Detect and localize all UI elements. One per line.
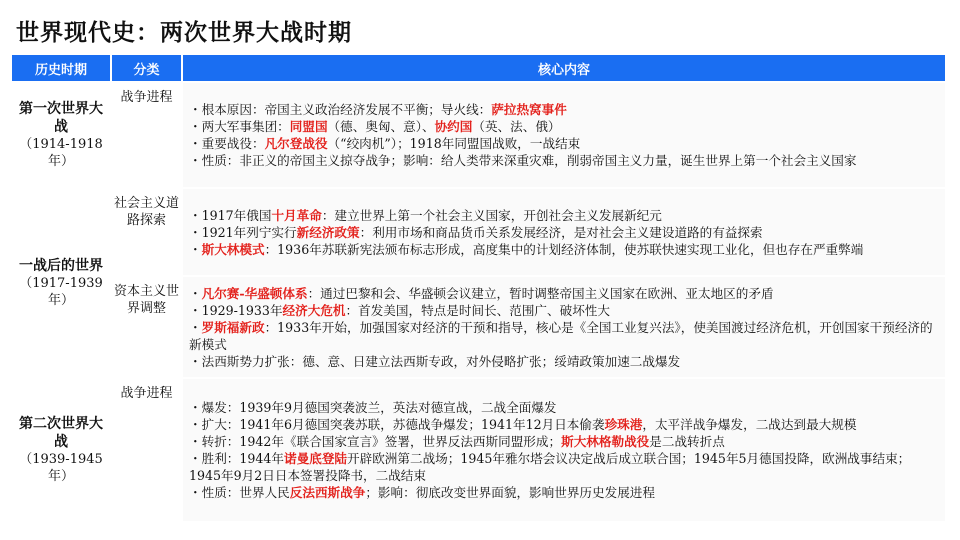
period-years: （1914-1918年） <box>19 137 103 169</box>
content-item <box>189 399 941 416</box>
content-item <box>189 484 941 501</box>
content-text: ；影响：彻底改变世界面貌，影响世界历史发展进程 <box>365 485 655 500</box>
highlight-term: 同盟国 <box>289 119 328 134</box>
content-item <box>189 416 941 433</box>
content-item <box>189 152 941 169</box>
content-text: ・1917年俄国 <box>189 207 272 223</box>
content-item <box>189 224 941 241</box>
content-text: ・根本原因：帝国主义政治经济发展不平衡；导火线： <box>189 102 492 117</box>
content-cell <box>183 189 945 275</box>
highlight-term: 凡尔登战役 <box>264 136 328 151</box>
content-cell <box>183 277 945 377</box>
content-item <box>189 285 941 302</box>
table-row-ww1 <box>12 83 945 187</box>
content-item <box>189 135 941 152</box>
period-name: 一战后的世界 <box>19 258 103 274</box>
content-item <box>189 433 941 450</box>
table-row-interwar-capitalist <box>12 277 945 377</box>
content-item <box>189 207 941 224</box>
period-cell-ww1 <box>12 83 110 187</box>
period-years: （1917-1939年） <box>19 276 103 308</box>
content-text: ・ <box>189 241 202 257</box>
content-item <box>189 450 941 484</box>
category-cell: 社会主义道路探索 <box>112 189 181 275</box>
content-text: ・胜利：1944年 <box>189 451 285 466</box>
content-text: ・扩大：1941年6月德国突袭苏联，苏德战争爆发；1941年12月日本偷袭 <box>189 417 605 432</box>
page-title: 世界现代史：两次世界大战时期 <box>16 20 352 46</box>
content-text: ・性质：非正义的帝国主义掠夺战争；影响：给人类带来深重灾难，削弱帝国主义力量，诞生世界上第一个社会主义国家 <box>189 153 857 168</box>
period-name: 第二次世界大战 <box>19 416 103 450</box>
content-text: ・爆发：1939年9月德国突袭波兰，英法对德宣战，二战全面爆发 <box>189 400 557 415</box>
content-item <box>189 241 941 258</box>
highlight-term: 反法西斯战争 <box>289 485 366 500</box>
header-category: 分类 <box>112 55 181 81</box>
content-text: ，太平洋战争爆发，二战达到最大规模 <box>642 417 857 432</box>
highlight-term: 斯大林格勒战役 <box>561 434 650 449</box>
period-name: 第一次世界大战 <box>19 101 103 135</box>
content-text: ：1933年开始，加强国家对经济的干预和指导，核心是《全国工业复兴法》，使美国渡过经济危机，开创国家干预经济的新模式 <box>189 319 933 352</box>
content-text: ・1929-1933年 <box>189 302 283 318</box>
header-content: 核心内容 <box>183 55 945 81</box>
content-text: （德、奥匈、意）、 <box>327 119 435 134</box>
highlight-term: 诺曼底登陆 <box>284 451 347 466</box>
content-cell <box>183 83 945 187</box>
content-text: ：首发美国，特点是时间长、范围广、破坏性大 <box>345 302 610 318</box>
highlight-term: 十月革命 <box>271 207 322 223</box>
period-years: （1939-1945年） <box>19 452 103 484</box>
content-text: ・ <box>189 285 202 301</box>
content-item <box>189 302 941 319</box>
category-cell: 战争进程 <box>112 83 181 187</box>
content-text: （“绞肉机”）；1918年同盟国战败，一战结束 <box>327 136 581 151</box>
highlight-term: 罗斯福新政 <box>201 319 265 335</box>
content-cell <box>183 379 945 521</box>
period-cell-ww2 <box>12 379 110 521</box>
category-cell: 资本主义世界调整 <box>112 277 181 377</box>
content-text: （英、法、俄） <box>472 119 561 134</box>
table-header-row <box>12 55 945 81</box>
highlight-term: 新经济政策 <box>296 224 360 240</box>
highlight-term: 珍珠港 <box>604 417 643 432</box>
table-row-interwar-socialist <box>12 189 945 275</box>
header-period: 历史时期 <box>12 55 110 81</box>
content-text: ・性质：世界人民 <box>189 485 290 500</box>
content-text: ：利用市场和商品货币关系发展经济，是对社会主义建设道路的有益探索 <box>359 224 763 240</box>
content-text: 开辟欧洲第二战场；1945年雅尔塔会议决定战后成立联合国；1945年5月德国投降，欧洲战事结束；1945年9月2日日本签署投降书，二战结束 <box>189 451 911 483</box>
period-cell-interwar <box>12 189 110 377</box>
content-item <box>189 353 941 370</box>
content-text: 是二战转折点 <box>649 434 725 449</box>
content-text: ：1936年苏联新宪法颁布标志形成，高度集中的计划经济体制，使苏联快速实现工业化，但也存在严重弊端 <box>264 241 864 257</box>
content-text: ・ <box>189 319 202 335</box>
content-text: ・两大军事集团： <box>189 119 290 134</box>
content-text: ・法西斯势力扩张：德、意、日建立法西斯专政，对外侵略扩张；绥靖政策加速二战爆发 <box>189 353 681 369</box>
content-text: ：建立世界上第一个社会主义国家，开创社会主义发展新纪元 <box>321 207 662 223</box>
content-item <box>189 101 941 118</box>
category-cell: 战争进程 <box>112 379 181 521</box>
highlight-term: 凡尔赛-华盛顿体系 <box>201 285 308 301</box>
highlight-term: 协约国 <box>434 119 473 134</box>
table-row-ww2 <box>12 379 945 521</box>
content-item <box>189 319 941 353</box>
history-table <box>10 53 947 523</box>
content-text: ・重要战役： <box>189 136 265 151</box>
content-text: ：通过巴黎和会、华盛顿会议建立，暂时调整帝国主义国家在欧洲、亚太地区的矛盾 <box>307 285 774 301</box>
highlight-term: 斯大林模式 <box>201 241 265 257</box>
highlight-term: 萨拉热窝事件 <box>491 102 567 117</box>
content-text: ・转折：1942年《联合国家宣言》签署，世界反法西斯同盟形成； <box>189 434 562 449</box>
highlight-term: 经济大危机 <box>282 302 346 318</box>
content-item <box>189 118 941 135</box>
content-text: ・1921年列宁实行 <box>189 224 297 240</box>
